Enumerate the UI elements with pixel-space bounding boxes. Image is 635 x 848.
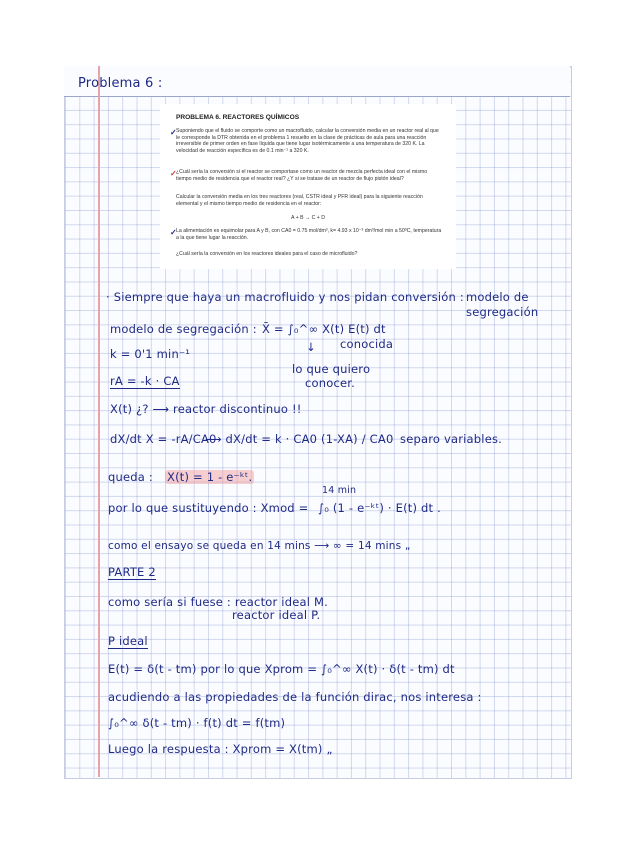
- note-line-1-segregation: segregación: [466, 305, 539, 319]
- note-dirac-properties: acudiendo a las propiedades de la función dirac, nos interesa :: [108, 690, 482, 704]
- page-title: Problema 6 :: [78, 76, 163, 91]
- note-answer: Luego la respuesta : Xprom = X(tm) „: [108, 742, 333, 756]
- note-remains: queda :: [108, 470, 153, 484]
- checkmark-icon: ✓: [170, 228, 177, 237]
- reaction-equation: A + B → C + D: [290, 215, 326, 221]
- checkmark-red-icon: ✓: [170, 169, 177, 178]
- note-want-know-1: lo que quiero: [292, 362, 371, 376]
- rate-law: rA = -k · CA: [110, 374, 180, 388]
- dirac-rtd: E(t) = δ(t - tm) por lo que Xprom = ∫₀^∞ X(t) · δ(t - tm) dt: [108, 662, 455, 676]
- problem-paragraph-3: Calcular la conversión media en los tres reactores (real, CSTR ideal y PFR ideal) para la siguiente reacción elemental y el mismo tiempo medio de residencia en el reactor:: [176, 194, 423, 207]
- margin-line: [98, 66, 100, 777]
- note-substituting: por lo que sustituyendo : Xmod =: [108, 501, 309, 515]
- note-test-duration: como el ensayo se queda en 14 mins ⟶ ∞ = 14 mins „: [108, 540, 411, 552]
- segregation-equation: X̄ = ∫₀^∞ X(t) E(t) dt: [262, 322, 386, 336]
- note-line-1: · Siempre que haya un macrofluido y nos pidan conversión :: [106, 290, 464, 304]
- section-plug-ideal: P ideal: [108, 634, 148, 648]
- note-batch-reactor: X(t) ¿? ⟶ reactor discontinuo !!: [110, 402, 302, 416]
- arrow-down-icon: ↓: [306, 340, 316, 354]
- conversion-expression-highlight: X(t) = 1 - e⁻ᵏᵗ.: [167, 470, 253, 484]
- design-equation-2: ⟶ dX/dt = k · CA0 (1-XA) / CA0: [205, 432, 394, 446]
- segregation-integral: ∫₀ (1 - e⁻ᵏᵗ) · E(t) dt .: [318, 501, 441, 515]
- conversion-expression: [165, 470, 254, 484]
- problem-paragraph-2: ¿Cuál sería la conversión si el reactor se comportase como un reactor de mezcla perfecta ideal con el mismo tiempo medio de residencia que el reactor real? ¿Y si se tratase de un reactor de flujo pistón ideal?: [176, 169, 428, 182]
- section-part-2: PARTE 2: [108, 565, 156, 579]
- note-segregation-model: modelo de segregación :: [110, 322, 257, 336]
- integral-upper-limit: 14 min: [322, 485, 357, 496]
- note-line-1-model: modelo de: [466, 290, 529, 304]
- note-known: conocida: [340, 337, 394, 351]
- note-separate-variables: separo variables.: [400, 432, 503, 446]
- design-equation: dX/dt X = -rA/CA0: [110, 432, 217, 446]
- note-want-know-2: conocer.: [305, 376, 356, 390]
- problem-paragraph-1: Suponiendo que el fluido se comporte como un macrofluido, calcular la conversión media en un reactor real al que le corresponde la DTR obtenida en el problema 1 resuelto en la clase de prácticas de aula para una reacción irreversible de primer orden en fase líquida que tiene lugar isotérmicamente a una temperatura de 320 K. La velocidad de reacción específica es de 0.1 min⁻¹ a 320 K.: [176, 128, 439, 154]
- dirac-sifting-property: ∫₀^∞ δ(t - tm) · f(t) dt = f(tm): [108, 716, 286, 730]
- rate-constant: k = 0'1 min⁻¹: [110, 347, 191, 361]
- note-ideal-reactors: como sería si fuese : reactor ideal M.: [108, 595, 328, 609]
- problem-paragraph-4: La alimentación es equimolar para A y B, con CA0 = 0.75 mol/dm³, k= 4.93 x 10⁻³ dm³/mol min a 50ºC, temperatura a la que tiene lugar la reacción.: [176, 228, 442, 241]
- problem-heading: PROBLEMA 6. REACTORES QUÍMICOS: [176, 114, 300, 121]
- checkmark-icon: ✓: [170, 128, 177, 137]
- note-ideal-plug: reactor ideal P.: [232, 608, 321, 622]
- problem-statement-image: [160, 104, 456, 269]
- problem-paragraph-5: ¿Cuál sería la conversión en los reactores ideales para el caso de microfluido?: [176, 251, 358, 257]
